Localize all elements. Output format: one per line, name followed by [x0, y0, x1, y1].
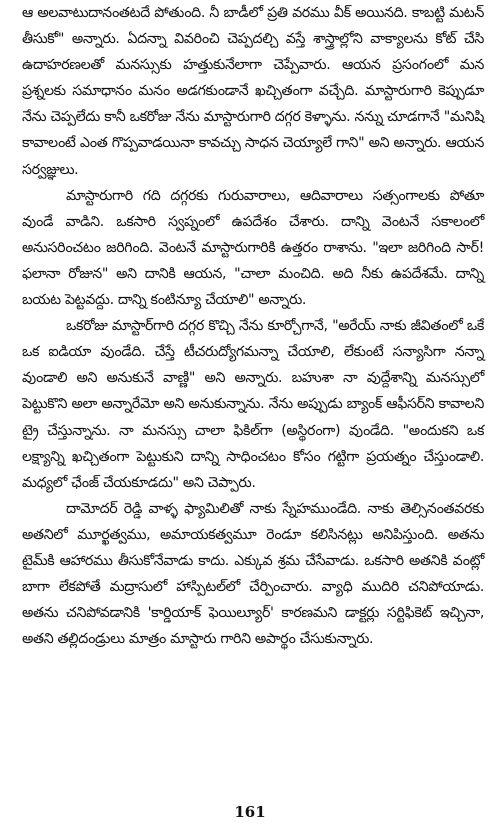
- paragraph-3: ఒకరోజు మాస్టార్‌గారి దగ్గర కొచ్చి నేను కూర్చోగానే, "అరేయ్ నాకు జీవితంలో ఒకే ఒక ఐడియా వుండేది. చేస్తే టీచరుద్యోగమన్నా చేయాలి, లేకుంటే సన్యాసిగా నన్నా వుండాలి అని అనుకునే వాణ్ణి" అని అన్నారు. బహుశా నా వుద్దేశాన్ని మనస్సులో పెట్టుకొని అలా అన్నారేమో అని అనుకున్నాను. నేను అప్పుడు బ్యాంక్ ఆఫీసర్‌ని కావాలని ట్రై చేస్తున్నాను. నా మనస్సు చాలా ఫికిల్‌గా (అస్థిరంగా) వుండేది. "అందుకని ఒక లక్ష్యాన్ని ఖచ్చితంగా పెట్టుకుని దాన్ని సాధించటం కోసం గట్టిగా ప్రయత్నం చేస్తుండాలి. మధ్యలో ఛేంజ్ చేయకూడదు" అని చెప్పారు.: [22, 318, 484, 491]
- paragraph-4: దామోదర్ రెడ్డి వాళ్ళ ఫ్యామిలితో నాకు స్నేహముండేది. నాకు తెల్సినంతవరకు అతనిలో మూర్ఖత్వము, అమాయకత్వమూ రెండూ కలిసినట్లు అనిపిస్తుంది. అతను టైమ్‌కి ఆహారము తీసుకోనేవాడు కాదు. ఎక్కువ శ్రమ చేసేవాడు. ఒకసారి అతనికి వంట్లో బాగా లేకపోతే మద్రాసులో హాస్పిటల్‌లో చేర్పించారు. వ్యాధి ముదిరి చనిపోయాడు. అతను చనిపోవడానికి 'కార్డియాక్ ఫెయిల్యూర్' కారణమని డాక్టర్లు సర్టిఫికెట్ ఇచ్చినా, అతని తల్లిదండ్రులు మాత్రం మాస్టారు గారిని అపార్థం చేసుకున్నారు.: [22, 500, 484, 648]
- paragraph-2: మాస్టారుగారి గది దగ్గరకు గురువారాలు, ఆదివారాలు సత్సంగాలకు పోతూ వుండే వాడిని. ఒకసారి స్వప్నంలో ఉపదేశం చేశారు. దాన్ని వెంటనే సకాలంలో అనుసరించటం జరిగింది. వెంటనే మాస్టారుగారికి ఉత్తరం రాశాను. "ఇలా జరిగింది సార్! ఫలానా రోజున" అని దానికి ఆయన, "చాలా మంచిది. అది నీకు ఉపదేశమే. దాన్ని బయట పెట్టవద్దు. దాన్ని కంటిన్యూ చేయాలి" అన్నారు.: [22, 187, 484, 309]
- body-text: [22, 0, 484, 652]
- page-number: 161: [234, 803, 266, 821]
- paragraph-1: ఆ అలవాటుదానంతటదే పోతుంది. నీ బాడీలో ప్రతి వరము వీక్ అయినది. కాబట్టి మటన్ తీసుకో" అన్నారు. ఏదన్నా వివరించి చెప్పదల్చి వస్తే శాస్త్రాల్లోని వాక్యాలను కోట్ చేసి ఉదాహరణలతో మనస్సుకు హత్తుకునేలాగా చెప్పేవారు. ఆయన ప్రసంగంలో మన ప్రశ్నలకు సమాధానం మనం అడగకుండానే ఖచ్చితంగా వచ్చేది. మాస్టారుగారి కెప్పుడూ నేను చెప్పలేదు కానీ ఒకరోజు నేను మాస్టారుగారి దగ్గర కెళ్ళాను. నన్ను చూడగానే "మనిషి కావాలంటే ఎంత గొప్పవాడయినా కావచ్చు సాధన చెయ్యాలే గాని" అని అన్నారు. ఆయన సర్వజ్ఞులు.: [22, 5, 484, 178]
